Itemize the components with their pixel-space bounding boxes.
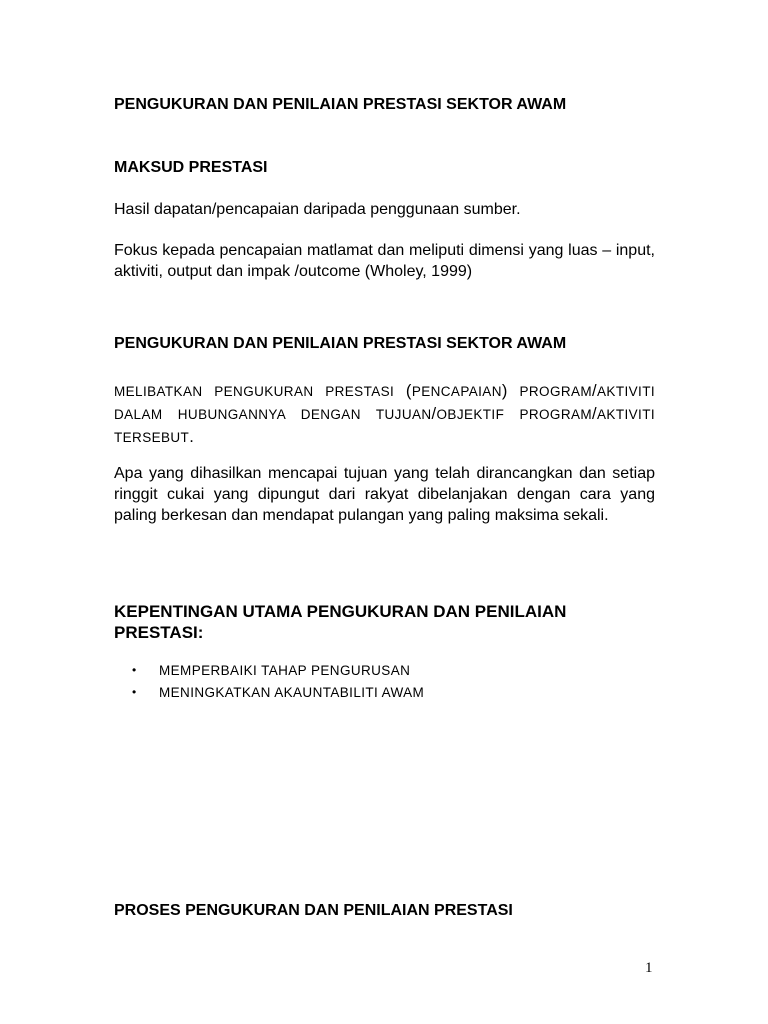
smallcaps-segment: AKTIVITI TERSEBUT bbox=[114, 407, 655, 445]
smallcaps-segment: PROGRAM bbox=[507, 384, 593, 399]
bullet-item bbox=[132, 682, 632, 704]
smallcaps-segment: / bbox=[592, 382, 598, 400]
bullet-icon: • bbox=[132, 663, 137, 677]
bullet-icon: • bbox=[132, 684, 137, 699]
bullet-text: MEMPERBAIKI TAHAP PENGURUSAN bbox=[159, 663, 411, 678]
paragraph-apa-yang-dihasilkan: Apa yang dihasilkan mencapai tujuan yang telah dirancangkan dan setiap ringgit cukai yang dipungut dari rakyat dibelanjakan dengan cara yang paling berkesan dan mendapat pulangan yang paling maksima sekali. bbox=[114, 465, 655, 524]
bullet-item bbox=[132, 660, 632, 682]
smallcaps-segment: AKTIVITI DALAM HUBUNGANNYA DENGAN TUJUAN bbox=[114, 384, 655, 422]
page-title: PENGUKURAN DAN PENILAIAN PRESTASI SEKTOR AWAM bbox=[114, 96, 567, 113]
page-number: 1 bbox=[645, 960, 653, 976]
smallcaps-segment: ( bbox=[405, 382, 412, 400]
smallcaps-segment: / bbox=[592, 405, 598, 423]
section-heading-proses: PROSES PENGUKURAN DAN PENILAIAN PRESTASI bbox=[114, 902, 513, 919]
section-heading-maksud-prestasi: MAKSUD PRESTASI bbox=[114, 159, 268, 176]
paragraph-focus: Fokus kepada pencapaian matlamat dan meliputi dimensi yang luas – input, aktiviti, output dan impak /outcome (Wholey, 1999) bbox=[114, 242, 655, 280]
smallcaps-segment: PENCAPAIAN bbox=[411, 384, 502, 399]
smallcaps-segment: . bbox=[189, 428, 195, 446]
bullet-list bbox=[132, 660, 632, 703]
smallcaps-segment: / bbox=[431, 405, 437, 423]
paragraph-definition: Hasil dapatan/pencapaian daripada penggunaan sumber. bbox=[114, 201, 521, 218]
paragraph-melibatkan bbox=[114, 380, 655, 449]
section-heading-kepentingan: KEPENTINGAN UTAMA PENGUKURAN DAN PENILAIAN PRESTASI: bbox=[114, 602, 567, 642]
smallcaps-segment: OBJEKTIF PROGRAM bbox=[436, 407, 593, 422]
smallcaps-segment: MELIBATKAN PENGUKURAN PRESTASI bbox=[114, 384, 406, 399]
smallcaps-segment: ) bbox=[501, 382, 508, 400]
bullet-text: MENINGKATKAN AKAUNTABILITI AWAM bbox=[159, 684, 425, 700]
section-heading-pengukuran: PENGUKURAN DAN PENILAIAN PRESTASI SEKTOR AWAM bbox=[114, 335, 567, 352]
